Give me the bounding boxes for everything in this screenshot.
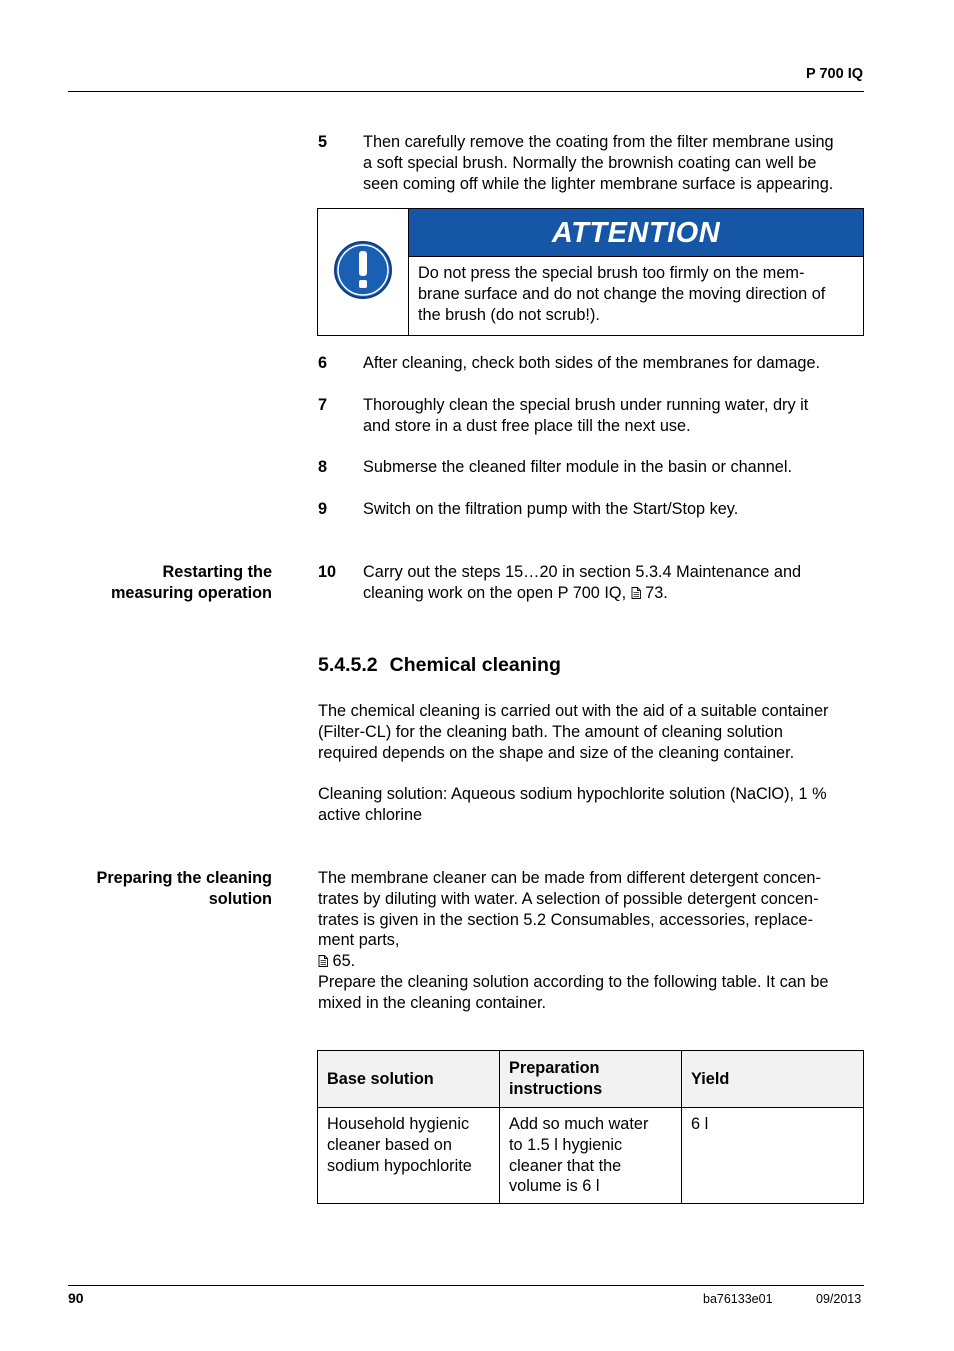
table-header-cell	[318, 1051, 500, 1108]
footer-rule	[68, 1285, 864, 1286]
cell-line: volume is 6 l	[509, 1177, 600, 1196]
step-line: a soft special brush. Normally the brownish coating can well be	[363, 153, 817, 172]
paragraph-line: Cleaning solution: Aqueous sodium hypochlorite solution (NaClO), 1 %	[318, 785, 827, 803]
step-number: 8	[318, 458, 328, 476]
step-line: Switch on the filtration pump with the Start/Stop key.	[363, 500, 739, 518]
attention-box	[317, 208, 864, 336]
document-id: ba76133e01	[703, 1292, 773, 1306]
attention-line: Do not press the special brush too firmly on the mem-	[418, 264, 805, 282]
attention-title: ATTENTION	[409, 209, 863, 257]
cell-line: Add so much water	[509, 1115, 649, 1133]
paragraph-line: trates is given in the section 5.2 Consumables, accessories, replace-	[318, 910, 814, 929]
attention-line: brane surface and do not change the moving direction of	[418, 284, 826, 303]
table-header-row	[318, 1051, 864, 1108]
step-line: Thoroughly clean the special brush under running water, dry it	[363, 396, 809, 414]
cell-line: Household hygienic	[327, 1115, 470, 1133]
table-row	[318, 1108, 864, 1204]
paragraph-line	[318, 930, 868, 972]
step-line	[363, 583, 878, 604]
step-text	[363, 395, 878, 437]
side-heading-line: Preparing the cleaning	[96, 869, 272, 887]
paragraph-line: (Filter-CL) for the cleaning bath. The amount of cleaning solution	[318, 722, 783, 741]
exclamation-icon	[333, 240, 393, 300]
header-line: Base solution	[327, 1069, 434, 1088]
step-line: Then carefully remove the coating from the filter membrane using	[363, 133, 834, 151]
table-header-cell	[682, 1051, 864, 1108]
section-title: Chemical cleaning	[389, 654, 561, 676]
paragraph-line: trates by diluting with water. A selection of possible detergent concen-	[318, 889, 819, 908]
step-number: 7	[318, 396, 328, 414]
side-heading-line: measuring operation	[110, 583, 272, 602]
header-line: instructions	[509, 1080, 603, 1098]
step-8	[318, 457, 878, 478]
table-cell	[682, 1108, 864, 1204]
side-heading-line: Restarting the	[162, 563, 272, 581]
step-number: 5	[318, 133, 328, 151]
step-line-text: cleaning work on the open P 700 IQ,	[363, 583, 631, 602]
step-line: Carry out the steps 15…20 in section 5.3.4 Maintenance and	[363, 563, 802, 581]
attention-text	[418, 263, 825, 325]
page-number: 90	[68, 1290, 84, 1306]
preparing-paragraph	[318, 868, 868, 972]
attention-icon-cell	[318, 209, 409, 335]
step-text	[363, 457, 878, 478]
section-heading	[318, 654, 561, 677]
step-text	[363, 499, 878, 520]
step-10	[318, 562, 878, 604]
cell-line: cleaner that the	[509, 1156, 622, 1175]
intro-paragraph	[318, 701, 868, 763]
cell-line: to 1.5 l hygienic	[509, 1135, 623, 1154]
paragraph-line: required depends on the shape and size of the cleaning container.	[318, 743, 795, 762]
page-reference-icon	[318, 955, 328, 967]
prepare-paragraph	[318, 972, 868, 1014]
cleaning-solution-table	[317, 1050, 864, 1204]
header-line: Yield	[691, 1069, 730, 1088]
step-line: and store in a dust free place till the next use.	[363, 416, 691, 435]
page-link-65[interactable]: 65.	[332, 952, 356, 971]
step-6	[318, 353, 878, 374]
cell-line: cleaner based on	[327, 1135, 452, 1154]
step-line: seen coming off while the lighter membrane surface is appearing.	[363, 174, 834, 193]
document-date: 09/2013	[816, 1292, 862, 1306]
table-cell	[318, 1108, 500, 1204]
step-7	[318, 395, 878, 437]
paragraph-line: mixed in the cleaning container.	[318, 993, 547, 1012]
side-heading-restarting	[111, 562, 272, 604]
cell-line: sodium hypochlorite	[327, 1156, 472, 1175]
paragraph-line: The chemical cleaning is carried out with the aid of a suitable container	[318, 702, 829, 720]
header-line: Preparation	[509, 1059, 600, 1078]
side-heading-line: solution	[208, 889, 272, 908]
step-9	[318, 499, 878, 520]
step-5	[318, 132, 878, 194]
header-rule	[68, 91, 864, 92]
step-number: 9	[318, 500, 328, 518]
step-line: Submerse the cleaned filter module in the basin or channel.	[363, 458, 792, 476]
paragraph-line-text: ment parts,	[318, 931, 400, 950]
page-link-73[interactable]: 73.	[645, 583, 668, 602]
page-reference-icon	[631, 587, 641, 599]
header-title: P 700 IQ	[806, 66, 863, 82]
paragraph-line: Prepare the cleaning solution according to the following table. It can be	[318, 973, 829, 991]
step-text	[363, 562, 878, 604]
cell-line: 6 l	[691, 1115, 709, 1133]
step-line: After cleaning, check both sides of the membranes for damage.	[363, 354, 821, 372]
side-heading-preparing	[96, 868, 272, 910]
step-text	[363, 132, 878, 194]
paragraph-line: The membrane cleaner can be made from different detergent concen-	[318, 869, 821, 887]
paragraph-line: active chlorine	[318, 805, 423, 824]
step-number: 6	[318, 354, 328, 372]
step-number: 10	[318, 563, 337, 581]
step-text	[363, 353, 878, 374]
solution-paragraph	[318, 784, 868, 826]
section-number: 5.4.5.2	[318, 654, 378, 676]
table-header-cell	[500, 1051, 682, 1108]
table-cell	[500, 1108, 682, 1204]
attention-line: the brush (do not scrub!).	[418, 305, 600, 324]
